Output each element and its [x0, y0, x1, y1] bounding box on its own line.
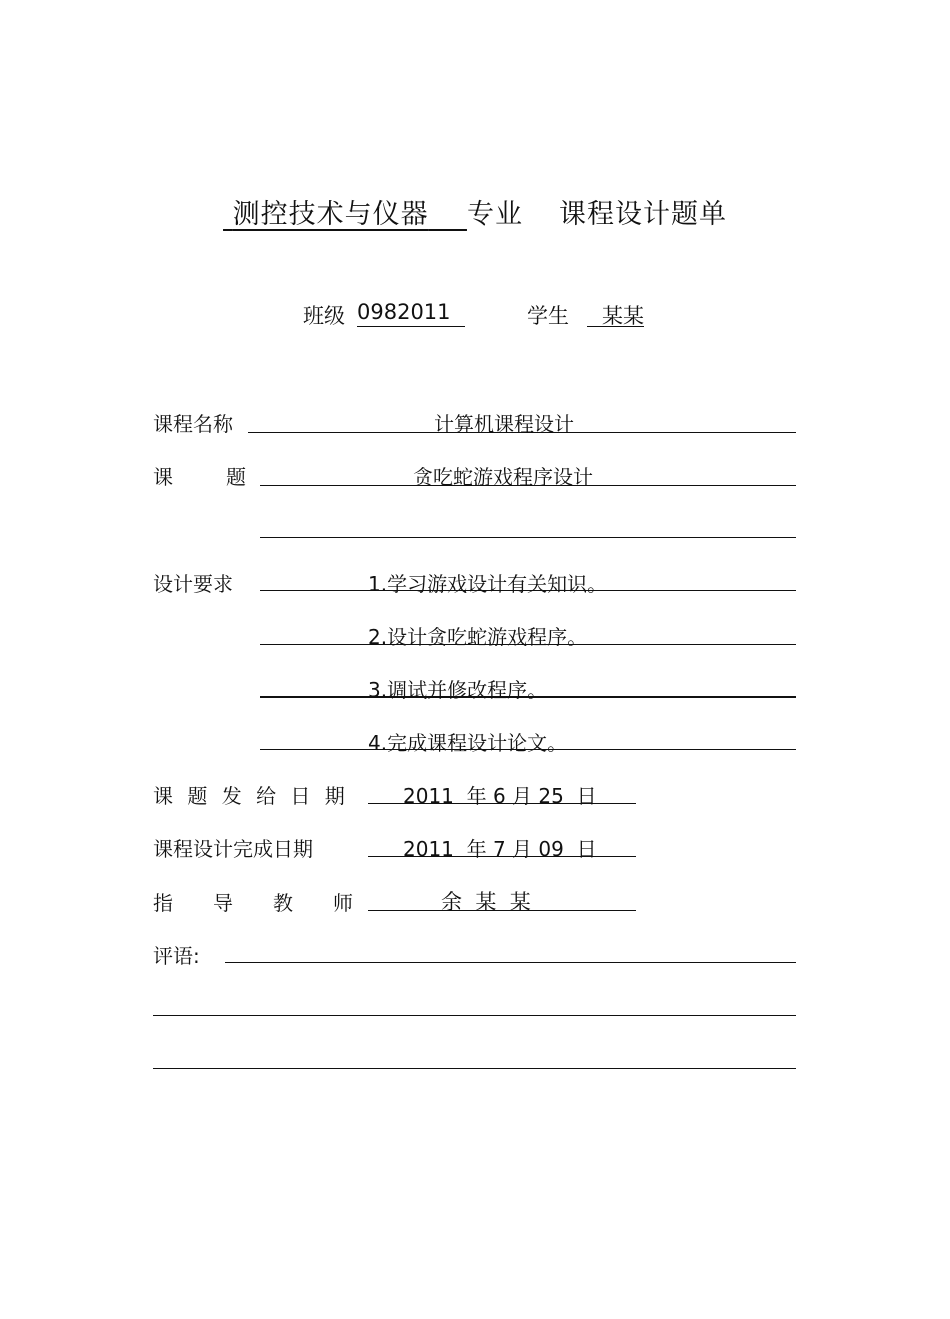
requirement-item-3: 3.调试并修改程序。 [368, 678, 548, 702]
class-label: 班级 [303, 304, 345, 328]
class-value: 0982011 [357, 300, 451, 324]
issue-date-label: 课 题 发 给 日 期 [153, 784, 349, 808]
topic-underline-2 [260, 537, 796, 538]
finish-date-value: 2011 年 7 月 09 日 [403, 837, 597, 861]
requirement-item-4: 4.完成课程设计论文。 [368, 731, 568, 755]
comment-label: 评语: [153, 944, 200, 968]
class-field [357, 300, 465, 327]
form-title: 课程设计题单 [558, 199, 727, 230]
page-title [0, 192, 950, 231]
major-suffix: 专业 [466, 199, 523, 230]
course-name-label: 课程名称 [153, 412, 233, 436]
student-field [587, 300, 644, 327]
requirement-item-1: 1.学习游戏设计有关知识。 [368, 572, 608, 596]
major-field: 测控技术与仪器 [232, 199, 429, 230]
course-name-value: 计算机课程设计 [434, 412, 574, 436]
topic-value: 贪吃蛇游戏程序设计 [413, 465, 593, 489]
issue-date-value: 2011 年 6 月 25 日 [403, 784, 597, 808]
finish-date-label: 课程设计完成日期 [153, 837, 313, 861]
comment-line-2 [153, 1015, 796, 1016]
requirements-label: 设计要求 [153, 572, 233, 596]
requirement-item-2: 2.设计贪吃蛇游戏程序。 [368, 625, 588, 649]
advisor-value: 余 某 某 [441, 890, 531, 914]
student-value: 某某 [602, 304, 644, 328]
comment-line-3 [153, 1068, 796, 1069]
student-label: 学生 [527, 304, 569, 328]
comment-line-1 [225, 962, 796, 963]
